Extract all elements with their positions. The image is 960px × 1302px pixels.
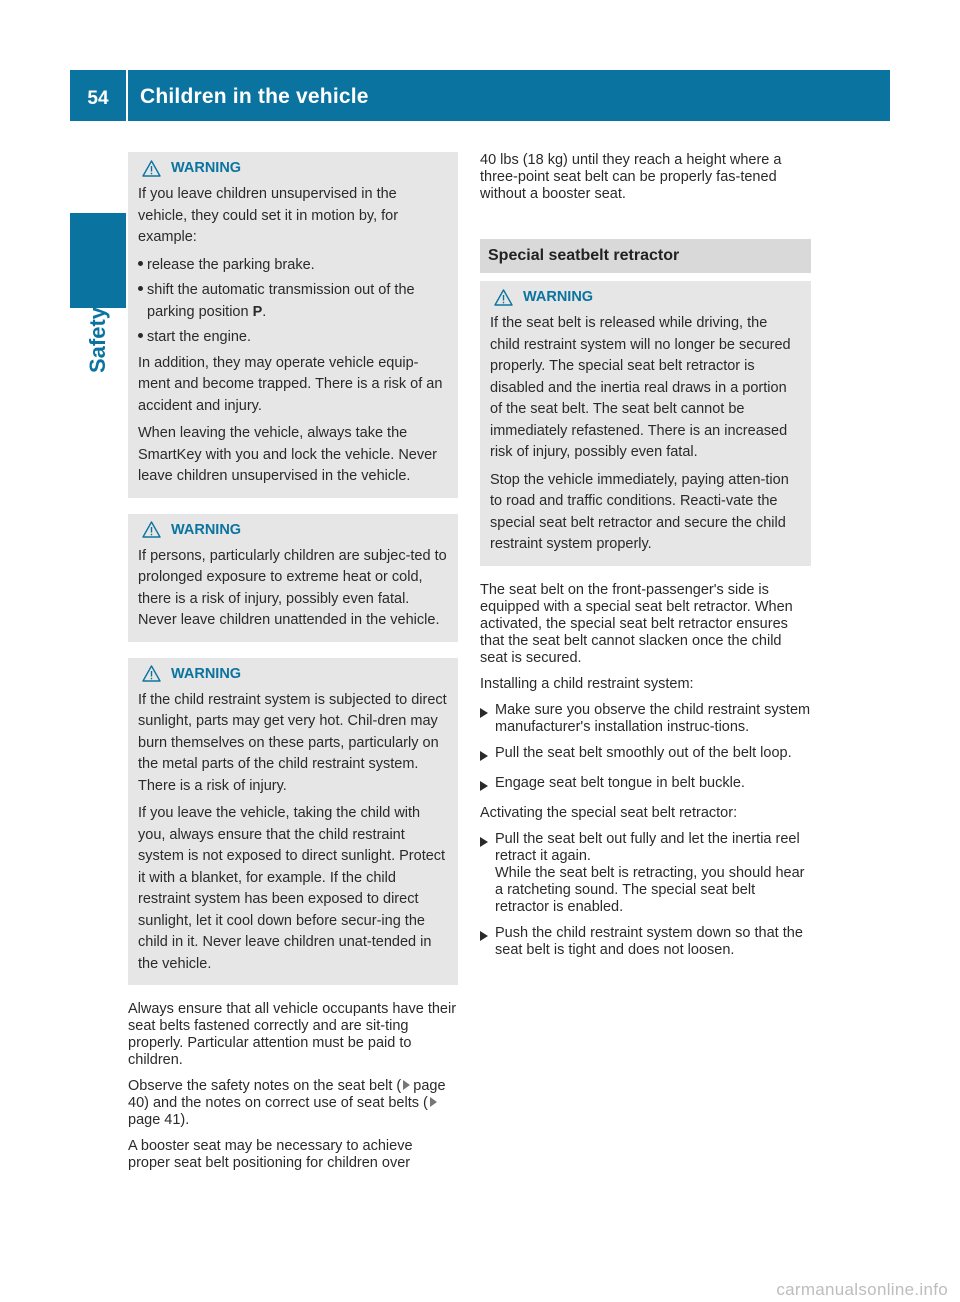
warning-heading: WARNING — [138, 664, 448, 684]
warning-box — [128, 514, 458, 642]
side-tab-label: Safety — [85, 306, 110, 374]
warning-text: If the seat belt is released while driving, the child restraint system will no longer be secured properly. The special seat belt retractor is disabled and the inertia real draws in a portion of the seat belt. The seat belt cannot be immediately refastened. There is an increased risk of injury, possibly even fatal. — [490, 315, 791, 460]
warning-text: If you leave the vehicle, taking the child with you, always ensure that the child restraint system is not exposed to direct sunlight. Protect it with a blanket, for example. If the child restraint system has been exposed to direct sunlight, let it cool down before secur-ing the child in it. Never leave children unat-tended in the vehicle. — [138, 805, 446, 972]
step-arrow-icon — [480, 925, 495, 959]
warning-text: Stop the vehicle immediately, paying atten-tion to road and traffic conditions. Reacti-vate the special seat belt retractor and secure the child restraint system properly. — [490, 471, 789, 552]
instruction-step: Engage seat belt tongue in belt buckle. — [480, 775, 811, 796]
warning-text: When leaving the vehicle, always take the SmartKey with you and lock the vehicle. Never leave children unsupervised in the vehicle. — [138, 425, 437, 484]
bullet-item: release the parking brake. — [138, 255, 448, 277]
bullet-item: start the engine. — [138, 327, 448, 349]
page-reference-icon[interactable] — [403, 1080, 410, 1090]
body-paragraph: Observe the safety notes on the seat belt ( page 40) and the notes on correct use of seat belts (page 41). — [128, 1078, 446, 1128]
instruction-step: Pull the seat belt out fully and let the inertia reel retract it again. While the seat belt is retracting, you should hear a ratcheting sound. The special seat belt retractor is enabled. — [480, 831, 811, 916]
warning-text: In addition, they may operate vehicle equip-ment and become trapped. There is a risk of an accident and injury. — [138, 354, 443, 414]
step-arrow-icon — [480, 831, 495, 916]
warning-heading: WARNING — [138, 520, 448, 540]
warning-triangle-icon — [142, 160, 161, 177]
warning-triangle-icon — [142, 665, 161, 682]
warning-box — [128, 152, 458, 498]
warning-text: If the child restraint system is subjected to direct sunlight, parts may get very hot. Chil-dren may burn themselves on these parts, particularly on the metal parts of the child restraint system. There is a risk of injury. — [138, 691, 447, 794]
body-paragraph: 40 lbs (18 kg) until they reach a height where a three-point seat belt can be properly fas-tened without a booster seat. — [480, 152, 782, 202]
instruction-step: Pull the seat belt smoothly out of the belt loop. — [480, 745, 811, 766]
page-reference-icon[interactable] — [430, 1097, 437, 1107]
body-paragraph: Always ensure that all vehicle occupants have their seat belts fastened correctly and are sit-ting properly. Particular attention must be paid to children. — [128, 1001, 457, 1068]
step-arrow-icon — [480, 775, 495, 796]
watermark: carmanualsonline.info — [776, 1280, 948, 1299]
body-paragraph: Installing a child restraint system: — [480, 675, 694, 692]
warning-triangle-icon — [494, 289, 513, 306]
warning-triangle-icon — [142, 521, 161, 538]
warning-text: If persons, particularly children are subjec-ted to prolonged exposure to extreme heat or cold, there is a risk of injury, possibly even fatal. Never leave children unattended in the vehicle. — [138, 547, 447, 628]
body-paragraph: The seat belt on the front-passenger's side is equipped with a special seat belt retractor. When activated, the special seat belt retractor ensures that the seat belt cannot slacken once the child seat is secured. — [480, 581, 793, 666]
warning-box — [128, 658, 458, 986]
page-title: Children in the vehicle — [140, 84, 369, 108]
page-number: 54 — [87, 87, 109, 109]
warning-box — [480, 281, 811, 566]
right-column — [480, 152, 811, 968]
step-arrow-icon — [480, 702, 495, 736]
bullet-item: shift the automatic transmission out of the parking position P. — [138, 280, 448, 323]
warning-text: If you leave children unsupervised in the vehicle, they could set it in motion by, for example: — [138, 186, 399, 245]
section-heading: Special seatbelt retractor — [480, 239, 811, 273]
warning-heading: WARNING — [490, 287, 801, 307]
page-header — [70, 70, 890, 121]
warning-heading: WARNING — [138, 158, 448, 178]
side-tab — [70, 213, 126, 308]
body-paragraph: Activating the special seat belt retractor: — [480, 804, 738, 821]
body-paragraph: A booster seat may be necessary to achieve proper seat belt positioning for children over — [128, 1138, 413, 1171]
instruction-step: Push the child restraint system down so that the seat belt is tight and does not loosen. — [480, 925, 811, 959]
step-arrow-icon — [480, 745, 495, 766]
left-column — [128, 152, 458, 1181]
instruction-step: Make sure you observe the child restraint system manufacturer's installation instruc-tions. — [480, 702, 811, 736]
